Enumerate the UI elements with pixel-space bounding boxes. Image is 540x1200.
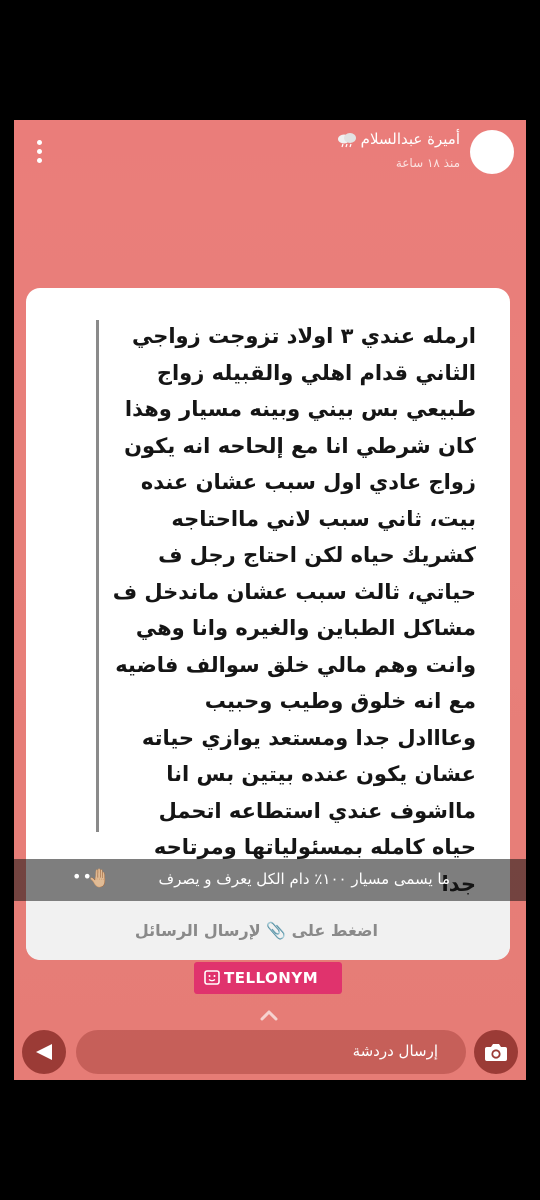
send-button[interactable]: [22, 1030, 66, 1074]
quote-bar: [96, 320, 99, 832]
more-options-icon[interactable]: [34, 140, 44, 166]
camera-button[interactable]: [474, 1030, 518, 1074]
chat-placeholder: إرسال دردشة: [352, 1042, 438, 1060]
tellonym-label: TELLONYM: [224, 969, 319, 987]
message-text: [102, 318, 476, 902]
message-line: وانت وهم مالي خلق سوالف فاضيه: [115, 652, 476, 677]
message-line: حياه كامله بمسئولياتها ومرتاحه: [153, 835, 476, 859]
chevron-up-icon[interactable]: [258, 1008, 280, 1022]
tellonym-logo-icon: [204, 970, 220, 986]
tellonym-badge[interactable]: [194, 962, 342, 994]
message-line: الثاني قدام اهلي والقبيله زواج: [156, 360, 476, 385]
message-line: وعااادل جدا ومستعد يوازي حياته: [141, 725, 476, 750]
message-line: ارمله عندي ٣ اولاد تزوجت زواجي: [131, 324, 476, 348]
send-arrow-icon: [34, 1043, 54, 1061]
timestamp: منذ ١٨ ساعة: [395, 156, 460, 170]
message-line: بيت، ثاني سبب لاني مااحتاجه: [171, 506, 476, 531]
tap-to-send-bar[interactable]: [26, 901, 510, 960]
message-line: كشريك حياه لكن احتاج رجل ف: [158, 543, 476, 567]
caption-text: ما يسمى مسيار ١٠٠٪ دام الكل يعرف و يصرف: [158, 870, 450, 888]
raised-hand-icon: 🤚🏼: [88, 868, 111, 889]
message-line: كان شرطي انا مع إلحاحه انه يكون: [124, 433, 476, 458]
chat-input[interactable]: [76, 1030, 466, 1074]
story-header: [14, 120, 526, 190]
tap-to-send-label: اضغط على 📎 لإرسال الرسائل: [134, 921, 378, 940]
camera-icon: [484, 1042, 508, 1062]
message-line: عشان يكون عنده بيتين بس انا: [166, 762, 476, 786]
message-line: حياتي، ثالث سبب عشان ماندخل ف: [112, 579, 476, 604]
cloud-rain-icon: [336, 132, 358, 148]
message-line: زواج عادي اول سبب عشان عنده: [140, 470, 476, 494]
story-view: [14, 120, 526, 1080]
message-line: مااشوف عندي استطاعه اتحمل: [158, 798, 476, 823]
caption-dots: ••: [72, 867, 93, 886]
avatar[interactable]: [470, 130, 514, 174]
message-line: مع انه خلوق وطيب وحبيب: [204, 689, 476, 713]
caption-bar: [14, 859, 526, 901]
username[interactable]: أميرة عبدالسلام: [360, 130, 460, 148]
message-line: طبيعي بس بيني وبينه مسيار وهذا: [124, 397, 476, 421]
message-line: مشاكل الطباين والغيره وانا وهي: [135, 616, 476, 640]
